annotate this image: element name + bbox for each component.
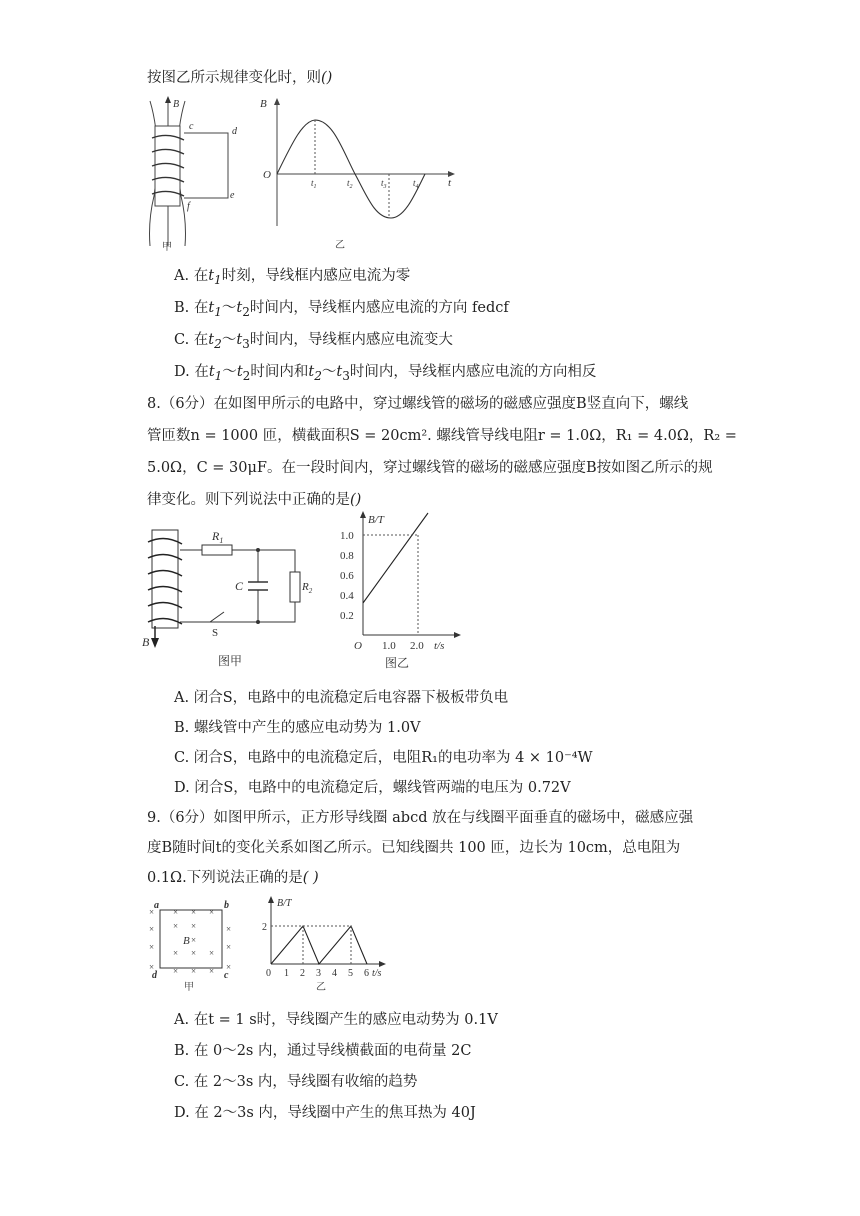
svg-text:B: B (142, 635, 150, 649)
svg-text:×: × (173, 948, 179, 958)
q8-figure-jia (140, 520, 320, 670)
svg-text:图乙: 图乙 (385, 656, 410, 670)
svg-text:3: 3 (316, 968, 321, 979)
svg-text:1: 1 (284, 968, 289, 979)
svg-text:t1: $t_1$ (311, 178, 317, 190)
svg-text:×: × (191, 966, 197, 976)
svg-text:1.0: 1.0 (382, 640, 396, 652)
q8-option-b[interactable]: B. 螺线管中产生的感应电动势为 1.0V (174, 720, 421, 736)
sine-curve (277, 120, 425, 218)
q7-figure-jia (140, 96, 250, 256)
q8-stem-line-2: 管匝数n = 1000 匝，横截面积S = 20cm². 螺线管导线电阻r = 1.0Ω，R₁ = 4.0Ω，R₂ = (147, 428, 737, 444)
svg-text:c: c (189, 121, 194, 132)
svg-text:O: O (354, 640, 362, 652)
svg-text:C: C (235, 579, 244, 593)
svg-text:乙: 乙 (335, 240, 345, 251)
svg-text:6: 6 (364, 968, 369, 979)
svg-text:×: × (149, 942, 155, 952)
q9-stem-line-2: 度B随时间t的变化关系如图乙所示。已知线圈共 100 匝，边长为 10cm，总电阻为 (147, 840, 681, 856)
svg-text:×: × (226, 962, 232, 972)
q8-stem-line-1: 8.（6分）在如图甲所示的电路中，穿过螺线管的磁场的磁感应强度B竖直向下，螺线 (147, 396, 689, 412)
svg-text:×: × (173, 907, 179, 917)
svg-text:O: O (263, 169, 271, 181)
svg-text:B: B (260, 98, 267, 110)
svg-text:B/T: B/T (368, 514, 384, 526)
svg-text:t: t (448, 177, 452, 189)
q8-stem-line-4: 律变化。则下列说法中正确的是() (147, 492, 362, 508)
q7-option-c[interactable]: C. 在$t_2\sim t_3$时间内，导线框内感应电流变大 (174, 332, 453, 351)
q9-stem-line-1: 9.（6分）如图甲所示，正方形导线圈 abcd 放在与线圈平面垂直的磁场中，磁感应强 (147, 810, 694, 826)
svg-text:0.2: 0.2 (340, 610, 354, 622)
svg-text:a: a (154, 900, 159, 911)
svg-text:乙: 乙 (316, 982, 326, 992)
svg-text:×: × (191, 935, 197, 945)
svg-text:×: × (149, 962, 155, 972)
svg-text:×: × (209, 948, 215, 958)
svg-text:5: 5 (348, 968, 353, 979)
q7-option-b[interactable]: B. 在$t_1\sim t_2$时间内，导线框内感应电流的方向 fedcf (174, 300, 509, 319)
svg-text:×: × (149, 924, 155, 934)
q9-option-d[interactable]: D. 在 2～3s 内，导线圈中产生的焦耳热为 40J (174, 1105, 476, 1121)
svg-text:t2: $t_2$ (347, 178, 353, 190)
svg-text:甲: 甲 (162, 242, 172, 253)
svg-text:0.8: 0.8 (340, 550, 354, 562)
svg-text:t3: $t_3$ (381, 178, 387, 190)
question-7-stem-tail: 按图乙所示规律变化时，则() (147, 70, 333, 86)
svg-text:2: 2 (262, 922, 267, 933)
q8-option-c[interactable]: C. 闭合S，电路中的电流稳定后，电阻R₁的电功率为 4 × 10⁻⁴W (174, 750, 593, 766)
svg-text:0: 0 (266, 968, 271, 979)
b-t-line (363, 513, 428, 603)
svg-text:B/T: B/T (277, 898, 292, 909)
svg-text:d: d (232, 126, 237, 137)
q8-figure-yi (330, 505, 470, 670)
q9-option-c[interactable]: C. 在 2～3s 内，导线圈有收缩的趋势 (174, 1074, 418, 1090)
q9-option-b[interactable]: B. 在 0～2s 内，通过导线横截面的电荷量 2C (174, 1043, 472, 1059)
q7-option-d[interactable]: D. 在$t_1\sim t_2$时间内和$t_2\sim t_3$时间内，导线框内感应电流的方向相反 (174, 364, 597, 383)
svg-text:甲: 甲 (184, 982, 194, 993)
q8-option-a[interactable]: A. 闭合S，电路中的电流稳定后电容器下极板带负电 (174, 690, 509, 706)
svg-text:×: × (226, 942, 232, 952)
svg-text:t/s: t/s (434, 640, 445, 652)
q9-stem-line-3: 0.1Ω.下列说法正确的是( ) (147, 870, 319, 886)
svg-text:R2: $R_2$ (302, 581, 313, 595)
q9-figure-yi (258, 892, 393, 992)
svg-text:×: × (191, 907, 197, 917)
svg-text:×: × (209, 907, 215, 917)
q9-option-a[interactable]: A. 在t = 1 s时，导线圈产生的感应电动势为 0.1V (174, 1012, 498, 1028)
svg-text:0.6: 0.6 (340, 570, 354, 582)
svg-text:B: B (173, 99, 180, 110)
svg-text:×: × (149, 907, 155, 917)
field-cross-marks (149, 907, 231, 976)
answer-paren: () (321, 70, 333, 86)
svg-text:×: × (226, 924, 232, 934)
svg-text:t4: $t_4$ (413, 178, 419, 190)
svg-text:2.0: 2.0 (410, 640, 424, 652)
q9-figure-jia (140, 898, 240, 993)
q7-option-a[interactable]: A. 在$t_1$时刻，导线框内感应电流为零 (174, 268, 411, 287)
svg-text:S: S (212, 627, 219, 639)
svg-text:d: d (152, 970, 157, 981)
svg-text:×: × (173, 966, 179, 976)
svg-text:B: B (183, 935, 190, 947)
svg-text:R1: $R_1$ (212, 529, 224, 545)
svg-text:0.4: 0.4 (340, 590, 354, 602)
svg-text:1.0: 1.0 (340, 530, 354, 542)
svg-text:4: 4 (332, 968, 337, 979)
svg-text:×: × (191, 948, 197, 958)
b-t-triangle (271, 926, 367, 964)
q8-stem-line-3: 5.0Ω，C = 30μF。在一段时间内，穿过螺线管的磁场的磁感应强度B按如图乙所示的规 (147, 460, 713, 476)
q7-figure-yi (255, 96, 460, 256)
svg-text:2: 2 (300, 968, 305, 979)
svg-text:t/s: t/s (372, 968, 382, 979)
svg-text:×: × (209, 966, 215, 976)
q8-option-d[interactable]: D. 闭合S，电路中的电流稳定后，螺线管两端的电压为 0.72V (174, 780, 571, 796)
svg-text:×: × (191, 921, 197, 931)
svg-text:e: e (230, 190, 235, 201)
svg-text:图甲: 图甲 (218, 654, 243, 668)
svg-text:×: × (173, 921, 179, 931)
svg-text:f: f (187, 201, 190, 212)
svg-text:b: b (224, 900, 229, 911)
svg-text:c: c (224, 970, 229, 981)
